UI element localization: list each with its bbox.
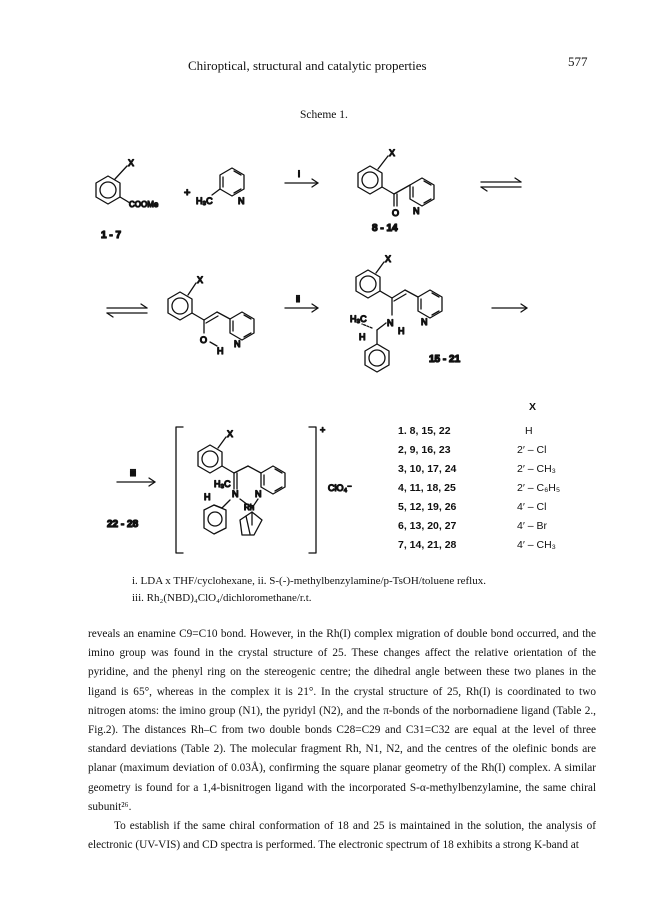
compound-number-column	[398, 422, 456, 555]
table-row: 6, 13, 20, 27	[398, 520, 457, 532]
reaction-conditions	[132, 573, 486, 607]
table-cell-x: 2′ – C₆H₅	[517, 482, 561, 494]
enamine-h: H	[398, 326, 405, 336]
table-row: 4, 11, 18, 25	[398, 482, 456, 494]
x-substituent-5: X	[227, 429, 234, 439]
stereo-h: H	[359, 332, 366, 342]
paragraph-1: reveals an enamine C9=C10 bond. However, in the Rh(I) complex migration of double bond occurred, and the imino group was found in the crystal structure of 25. These changes affect the relative orientation of the pyridine, and the phenyl ring on the stereogenic centre; the dihedral angle between these two planes in the ligand is 65°, whereas in the complex it is 21°. In the crystal structure of 25, Rh(I) is coordinated to two nitrogen atoms: the imino group (N1), the pyridyl (N2), and the π-bonds of the norbornadiene ligand (Table 2., Fig.2). The distances Rh–C from two double bonds C28=C29 and C31=C32 are equal at the level of three standard deviations (Table 2). The molecular fragment Rh, N1, N2, and the centres of the olefinic bonds are planar (maximum deviation of 0.03Å), confirming the square planar geometry of the Rh(I) complex. A similar geometry is found for a 1,4-bisnitrogen ligand with the incorporated S-α-methylbenzylamine, the same chiral subunit²⁶.	[88, 628, 596, 813]
page-number: 577	[568, 54, 588, 69]
x-substituent-3: X	[197, 275, 204, 285]
pyridine-n-2: N	[413, 206, 420, 216]
enol-o: O	[200, 335, 208, 345]
rhodium-complex-structure	[198, 437, 285, 535]
table-row: 3, 10, 17, 24	[398, 463, 457, 475]
x-substituent-1: X	[128, 158, 135, 168]
enol-structure	[168, 283, 254, 346]
left-bracket	[176, 427, 183, 553]
pyridine-n-5: N	[255, 489, 262, 499]
compound-label-1-7: 1 - 7	[101, 230, 122, 241]
table-cell-x: 4′ – Br	[517, 520, 547, 532]
benzoate-structure	[96, 166, 130, 204]
pyridine-n-3: N	[234, 339, 241, 349]
running-title: Chiroptical, structural and catalytic properties	[188, 58, 427, 73]
compound-label-22-28: 22 - 28	[107, 519, 139, 530]
stereo-h-2: H	[204, 492, 211, 502]
table-row: 7, 14, 21, 28	[398, 539, 457, 551]
h3c-group-3: H₃C	[214, 479, 231, 489]
right-bracket	[309, 427, 316, 553]
table-row: 5, 12, 19, 26	[398, 501, 457, 513]
compound-label-15-21: 15 - 21	[429, 354, 461, 365]
carbonyl-o: O	[392, 208, 400, 218]
table-cell-x: 4′ – Cl	[517, 501, 547, 513]
step-label-ii: ii	[296, 294, 300, 304]
x-substituent-2: X	[389, 148, 396, 158]
substituent-column	[517, 422, 560, 555]
perchlorate-anion: ClO₄⁻	[328, 483, 352, 493]
table-cell-x: H	[525, 425, 533, 437]
condition-line-2: iii. Rh₂(NBD)₄ClO₄/dichloromethane/r.t.	[132, 592, 312, 604]
imine-n: N	[232, 489, 239, 499]
pyridine-n-1: N	[238, 196, 245, 206]
condition-line-1: i. LDA x THF/cyclohexane, ii. S-(-)-methylbenzylamine/p-TsOH/toluene reflux.	[132, 575, 486, 587]
table-header-x: X	[529, 401, 537, 413]
enol-h: H	[217, 346, 224, 356]
compound-label-8-14: 8 - 14	[372, 223, 398, 234]
table-row: 2, 9, 16, 23	[398, 444, 451, 456]
plus-sign: +	[184, 187, 191, 199]
table-cell-x: 2′ – CH₃	[517, 463, 556, 475]
complex-charge: +	[320, 425, 326, 435]
table-row: 1. 8, 15, 22	[398, 425, 451, 437]
body-text	[88, 625, 596, 855]
rhodium-atom: Rh	[244, 503, 255, 512]
x-substituent-4: X	[385, 254, 392, 264]
table-cell-x: 4′ – CH₃	[517, 539, 556, 551]
h3c-group-1: H₃C	[196, 196, 213, 206]
pyridine-n-4: N	[421, 317, 428, 327]
methylpyridine-structure	[212, 168, 244, 196]
paragraph-2: To establish if the same chiral conformation of 18 and 25 is maintained in the solution, the analysis of electronic (UV-VIS) and CD spectra is performed. The electronic spectrum of 18 exhibits a strong K-band at	[88, 820, 596, 852]
enamine-n: N	[387, 318, 394, 328]
scheme-caption: Scheme 1.	[300, 109, 348, 121]
h3c-group-2: H₃C	[350, 314, 367, 324]
ester-group: COOMe	[129, 200, 159, 209]
step-label-i: i	[298, 169, 300, 179]
table-cell-x: 2′ – Cl	[517, 444, 547, 456]
ketone-structure	[358, 156, 434, 206]
step-label-iii: iii	[130, 468, 136, 478]
